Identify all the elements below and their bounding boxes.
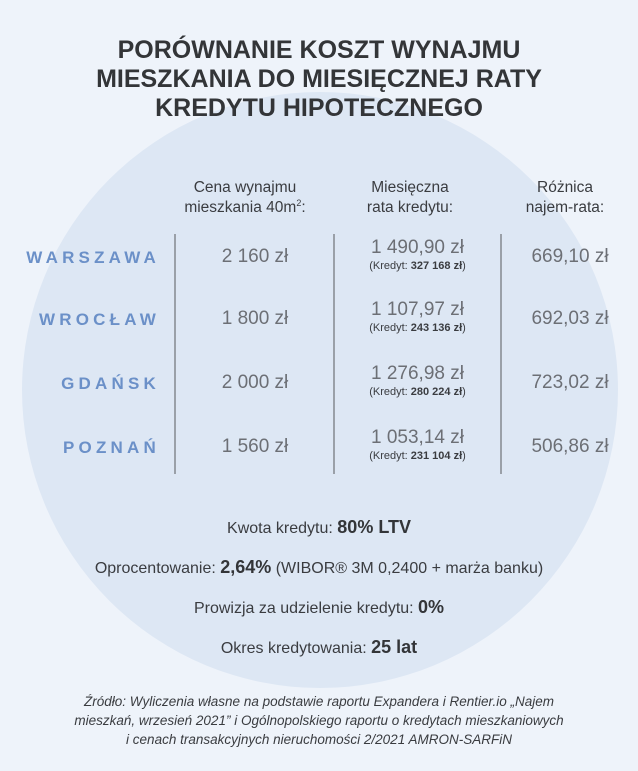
city-name: GDAŃSK	[61, 374, 160, 393]
header-diff	[495, 178, 635, 218]
city-name: WROCŁAW	[39, 310, 160, 329]
param-interest-rate	[0, 555, 638, 595]
difference: 506,86 zł	[531, 436, 609, 457]
credit-value: 327 168 zł	[410, 260, 463, 272]
credit-close: )	[462, 260, 466, 272]
source-line-2: mieszkań, wrzesień 2021” i Ogólnopolskiego raportu o kredytach mieszkaniowych	[74, 713, 564, 728]
credit-amount	[340, 321, 495, 335]
difference: 723,02 zł	[531, 372, 609, 393]
param-suffix: (WIBOR® 3M 0,2400 + marża banku)	[271, 560, 544, 577]
credit-label: (Kredyt:	[369, 260, 411, 272]
credit-amount	[340, 259, 495, 273]
credit-close: )	[462, 450, 466, 462]
rate-value: 1 107,97 zł	[371, 299, 464, 320]
header-rate-line-1: Miesięczna	[371, 179, 449, 196]
comparison-table	[0, 232, 638, 476]
param-label: Kwota kredytu:	[227, 520, 338, 537]
credit-label: (Kredyt:	[369, 322, 411, 334]
header-rate-line-2: rata kredytu:	[366, 199, 454, 216]
header-rent-text: mieszkania 40m	[184, 199, 297, 216]
param-label: Oprocentowanie:	[94, 560, 221, 577]
param-loan-period	[0, 635, 638, 675]
credit-value: 280 224 zł	[410, 386, 463, 398]
param-loan-amount	[0, 515, 638, 555]
title-line-3: KREDYTU HIPOTECZNEGO	[155, 94, 483, 122]
credit-value: 243 136 zł	[410, 322, 463, 334]
source-line-3: i cenach transakcyjnych nieruchomości 2/2021 AMRON-SARFiN	[126, 732, 512, 747]
rent-price: 2 160 zł	[221, 246, 289, 267]
difference: 669,10 zł	[531, 246, 609, 267]
param-label: Prowizja za udzielenie kredytu:	[193, 600, 419, 617]
header-rent-line-1: Cena wynajmu	[193, 179, 297, 196]
rate-value: 1 276,98 zł	[371, 363, 464, 384]
city-name: POZNAŃ	[63, 438, 160, 457]
monthly-rate	[340, 363, 495, 399]
credit-close: )	[462, 322, 466, 334]
superscript-2: 2	[296, 198, 302, 208]
credit-amount	[340, 385, 495, 399]
table-row-wroclaw	[0, 296, 638, 346]
header-rent-line-2	[170, 198, 320, 218]
title-line-1: PORÓWNANIE KOSZT WYNAJMU	[117, 36, 521, 64]
table-row-gdansk	[0, 360, 638, 410]
rent-price: 1 560 zł	[221, 436, 289, 457]
loan-parameters	[0, 515, 638, 675]
credit-label: (Kredyt:	[369, 386, 411, 398]
title-line-2: MIESZKANIA DO MIESIĘCZNEJ RATY	[96, 65, 542, 93]
difference: 692,03 zł	[531, 308, 609, 329]
header-rent	[170, 178, 320, 218]
param-label: Okres kredytowania:	[220, 640, 372, 657]
rent-price: 1 800 zł	[221, 308, 289, 329]
header-rent-colon: :	[301, 199, 306, 216]
header-diff-line-2: najem-rata:	[525, 199, 605, 216]
header-diff-line-1: Różnica	[537, 179, 593, 196]
table-row-poznan	[0, 424, 638, 474]
credit-value: 231 104 zł	[410, 450, 463, 462]
table-header	[0, 178, 638, 222]
rent-price: 2 000 zł	[221, 372, 289, 393]
param-value: 25 lat	[371, 637, 418, 657]
rate-value: 1 490,90 zł	[371, 237, 464, 258]
header-rate	[340, 178, 480, 218]
param-value: 0%	[418, 597, 445, 617]
city-name: WARSZAWA	[26, 248, 160, 267]
param-value: 80% LTV	[337, 517, 411, 537]
page-title	[0, 36, 638, 123]
credit-amount	[340, 449, 495, 463]
rate-value: 1 053,14 zł	[371, 427, 464, 448]
param-value: 2,64%	[220, 557, 272, 577]
credit-label: (Kredyt:	[369, 450, 411, 462]
param-commission	[0, 595, 638, 635]
monthly-rate	[340, 427, 495, 463]
monthly-rate	[340, 237, 495, 273]
source-note	[0, 692, 638, 749]
table-row-warszawa	[0, 234, 638, 284]
source-line-1: Źródło: Wyliczenia własne na podstawie raportu Expandera i Rentier.io „Najem	[84, 694, 554, 709]
credit-close: )	[462, 386, 466, 398]
monthly-rate	[340, 299, 495, 335]
